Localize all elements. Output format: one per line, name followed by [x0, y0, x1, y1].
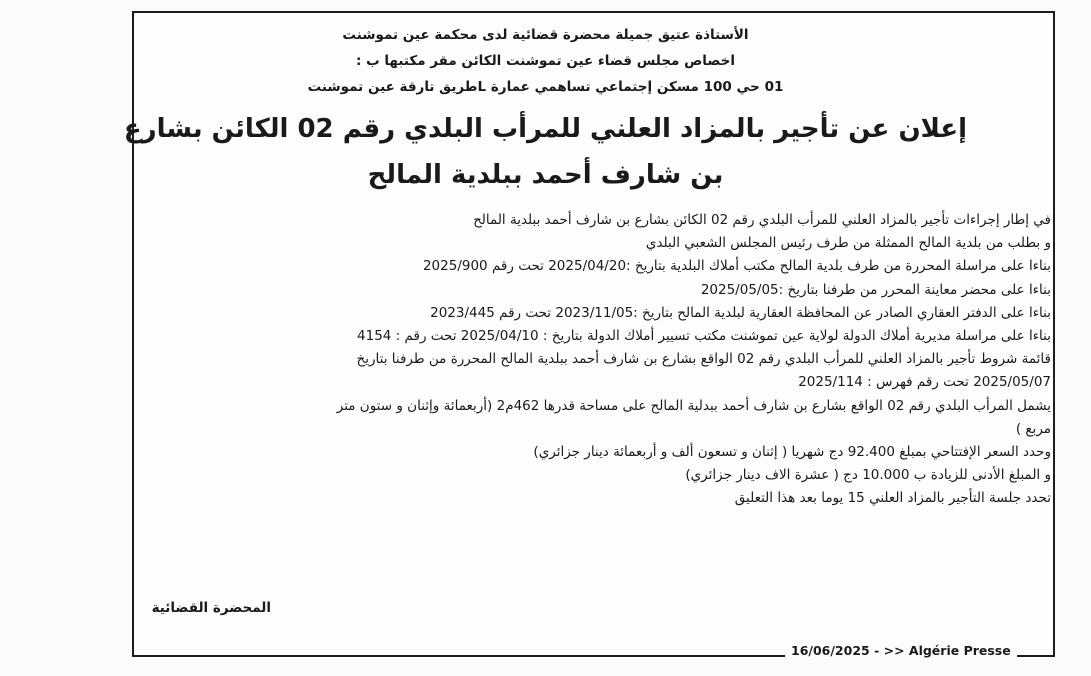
title-line-1: إعلان عن تأجير بالمزاد العلني للمرأب البلدي رقم 02 الكائن بشارع: [123, 114, 968, 144]
header-line-jurisdiction: اخصاص مجلس قضاء عين تموشنت الكائن مقر مكتبها ب :: [355, 53, 735, 69]
bailiff-header: [0, 22, 1091, 100]
body-line: بناءا على الدفتر العقاري الصادر عن المحافظة العقارية لبلدية المالح بتاريخ :2023/11/05 تحت رقم 2023/445: [430, 304, 1051, 321]
body-line: تحدد جلسة التأجير بالمزاد العلني 15 يوما بعد هذا التعليق: [734, 490, 1051, 507]
body-line: في إطار إجراءات تأجير بالمزاد العلني للمرأب البلدي رقم 02 الكائن بشارع بن شارف أحمد ببلدية المالح: [473, 212, 1051, 228]
publication-footer: 16/06/2025 - >> Algérie Presse: [785, 643, 1017, 658]
signature: المحضرة القضائية: [151, 600, 271, 616]
announcement-title: [0, 106, 1091, 198]
body-line: وحدد السعر الإفتتاحي بمبلغ 92.400 دج شهريا ( إثنان و تسعون ألف و أربعمائة دينار جزائري): [533, 444, 1051, 461]
body-line: و المبلغ الأدنى للزيادة ب 10.000 دج ( عشرة الاف دينار جزائري): [685, 467, 1051, 484]
body-line: و بطلب من بلدية المالح الممثلة من طرف رئيس المجلس الشعبي البلدي: [645, 235, 1051, 252]
title-line-2: بن شارف أحمد ببلدية المالح: [367, 160, 724, 190]
header-line-name: الأستاذة عتيق جميلة محضرة قضائية لدى محكمة عين تموشنت: [342, 27, 749, 43]
body-line: 2025/05/07 تحت رقم فهرس : 2025/114: [798, 374, 1051, 391]
body-line: يشمل المرأب البلدي رقم 02 الواقع بشارع بن شارف أحمد ببدلية المالح على مساحة قدرها 462م2 (أربعمائة وإثنان و ستون متر: [336, 397, 1051, 414]
body-line: مربع ): [1015, 420, 1051, 437]
announcement-body: [216, 209, 1051, 511]
body-line: بناءا على محضر معاينة المحرر من طرفنا بتاريخ :2025/05/05: [700, 281, 1051, 298]
header-line-address: 01 حي 100 مسكن إجتماعي تساهمي عمارة Lطريق تارقة عين تموشنت: [307, 79, 784, 95]
body-line: بناءا على مراسلة المحررة من طرف بلدية المالح مكتب أملاك البلدية بتاريخ :2025/04/20 تحت رقم 2025/900: [422, 258, 1051, 275]
body-line: قائمة شروط تأجير بالمزاد العلني للمرأب البلدي رقم 02 الواقع بشارع بن شارف أحمد ببلدية المالح المحررة من طرفنا بتاريخ: [356, 351, 1051, 368]
body-line: بناءا على مراسلة مديرية أملاك الدولة لولاية عين تموشنت مكتب تسيير أملاك الدولة بتاريخ : 2025/04/10 تحت رقم : 4154: [357, 328, 1051, 345]
